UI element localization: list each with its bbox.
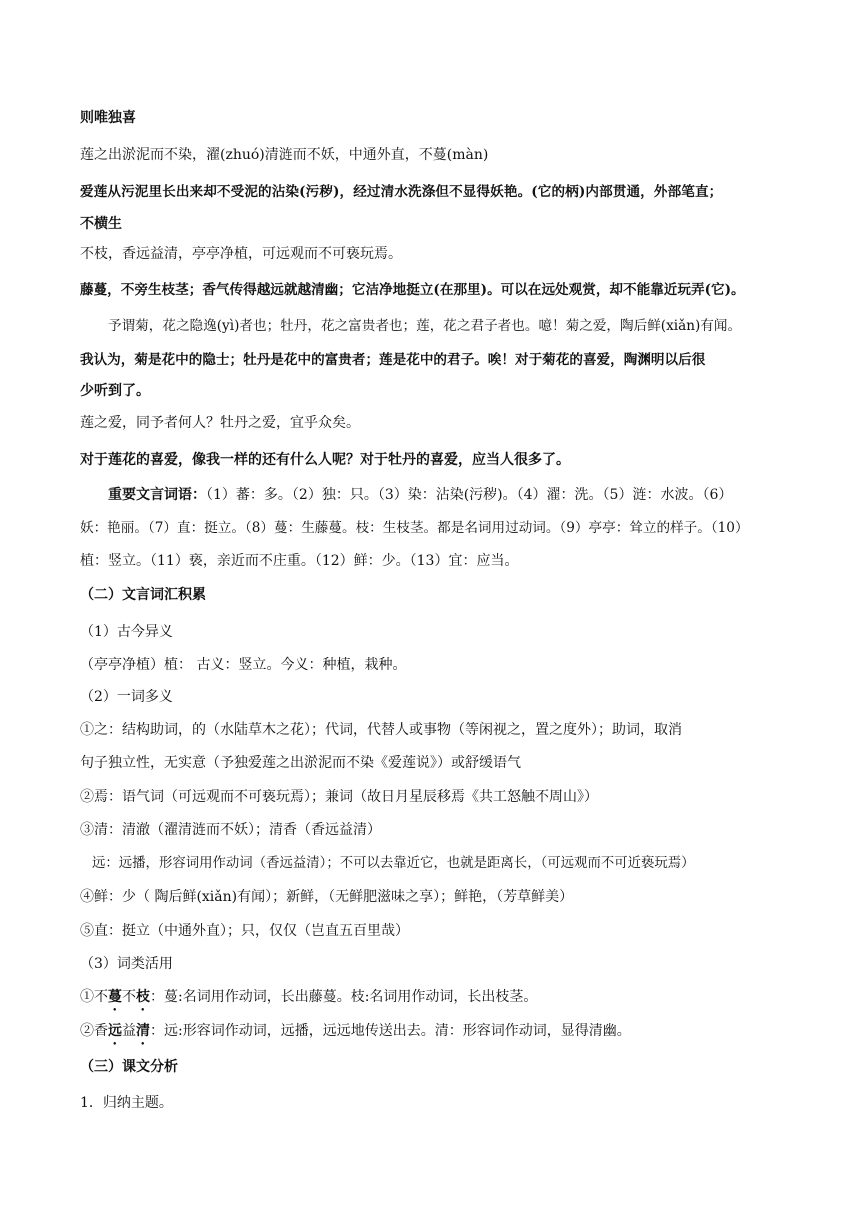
body-line: ②焉：语气词（可远观而不可亵玩焉）；兼词（故日月星辰移焉《共工怒触不周山》） xyxy=(80,789,598,805)
section-heading: （二）文言词汇积累 xyxy=(80,587,206,603)
body-line: ④鲜：少（ 陶后鲜(xiǎn)有闻）；新鲜，（无鲜肥滋味之享）；鲜艳，（芳草鲜美） xyxy=(80,889,574,905)
translation-line: 少听到了。 xyxy=(80,383,150,399)
body-line: ③清：清澈（濯清涟而不妖）；清香（香远益清） xyxy=(80,822,381,838)
inline-text: ：远:形容词作动词，远播，远远地传送出去。清：形容词作动词，显得清幽。 xyxy=(150,1023,631,1039)
vocab-text: （1）蕃：多。（2）独：只。（3）染：沾染(污秽)。（4）濯：洗。（5）涟：水波。（6） xyxy=(206,487,733,503)
subsection-heading: （1）古今异义 xyxy=(80,624,173,640)
body-line: 句子独立性，无实意（予独爱莲之出淤泥而不染《爱莲说》）或舒缓语气 xyxy=(80,755,521,771)
subsection-heading: （3）词类活用 xyxy=(80,956,173,972)
vocab-line xyxy=(108,485,732,505)
inline-text: ：蔓:名词用作动词，长出藤蔓。枝:名词用作动词，长出枝茎。 xyxy=(150,989,538,1005)
emphasized-char: 蔓 xyxy=(108,989,122,1005)
body-line: （亭亭净植）植： 古义：竖立。今义：种植，栽种。 xyxy=(80,657,407,673)
emphasized-char: 远 xyxy=(108,1023,122,1039)
translation-line: 藤蔓，不旁生枝茎；香气传得越远就越清幽；它洁净地挺立(在那里)。可以在远处观赏，却不能靠近玩弄(它)。 xyxy=(80,282,745,298)
vocab-heading: 重要文言词语： xyxy=(108,487,206,503)
translation-line: 我认为，菊是花中的隐士；牡丹是花中的富贵者；莲是花中的君子。唉！对于菊花的喜爱，陶渊明以后很 xyxy=(80,352,706,368)
translation-line: 不横生 xyxy=(80,216,122,232)
vocab-line: 植：竖立。（11）亵，亲近而不庄重。（12）鲜：少。（13）宜：应当。 xyxy=(80,553,519,569)
inline-text: ②香 xyxy=(80,1023,108,1039)
inline-text: ①不 xyxy=(80,989,108,1005)
inline-text: 益 xyxy=(122,1023,136,1039)
emphasized-char: 枝 xyxy=(136,989,150,1005)
translation-line: 则唯独喜 xyxy=(80,110,136,126)
original-text-line: 莲之爱，同予者何人？牡丹之爱，宜乎众矣。 xyxy=(80,415,360,431)
section-heading: （三）课文分析 xyxy=(80,1059,178,1075)
body-line xyxy=(80,1021,631,1048)
body-line xyxy=(80,987,537,1014)
original-text-line: 予谓菊，花之隐逸(yì)者也；牡丹，花之富贵者也；莲，花之君子者也。噫！菊之爱，陶后鲜(xiǎn)有闻。 xyxy=(108,318,742,334)
original-text-line: 不枝，香远益清，亭亭净植，可远观而不可亵玩焉。 xyxy=(80,246,402,262)
original-text-line: 莲之出淤泥而不染，濯(zhuó)清涟而不妖，中通外直，不蔓(màn) xyxy=(80,147,489,163)
translation-line: 对于莲花的喜爱，像我一样的还有什么人呢？对于牡丹的喜爱，应当人很多了。 xyxy=(80,452,570,468)
subsection-heading: （2）一词多义 xyxy=(80,689,173,705)
emphasized-char: 清 xyxy=(136,1023,150,1039)
inline-text: 不 xyxy=(122,989,136,1005)
body-line: 1．归纳主题。 xyxy=(80,1095,173,1111)
vocab-line: 妖：艳丽。（7）直：挺立。（8）蔓：生藤蔓。枝：生枝茎。都是名词用过动词。（9）亭亭：耸立的样子。（10） xyxy=(80,520,749,536)
translation-line: 爱莲从污泥里长出来却不受泥的沾染(污秽)，经过清水洗涤但不显得妖艳。(它的柄)内部贯通，外部笔直； xyxy=(80,184,723,200)
body-line: 远：远播，形容词用作动词（香远益清）；不可以去靠近它，也就是距离长，（可远观而不可近亵玩焉） xyxy=(92,856,695,871)
body-line: ⑤直：挺立（中通外直）；只，仅仅（岂直五百里哉） xyxy=(80,923,409,939)
body-line: ①之：结构助词，的（水陆草木之花）；代词，代替人或事物（等闲视之，置之度外）；助词，取消 xyxy=(80,722,682,738)
